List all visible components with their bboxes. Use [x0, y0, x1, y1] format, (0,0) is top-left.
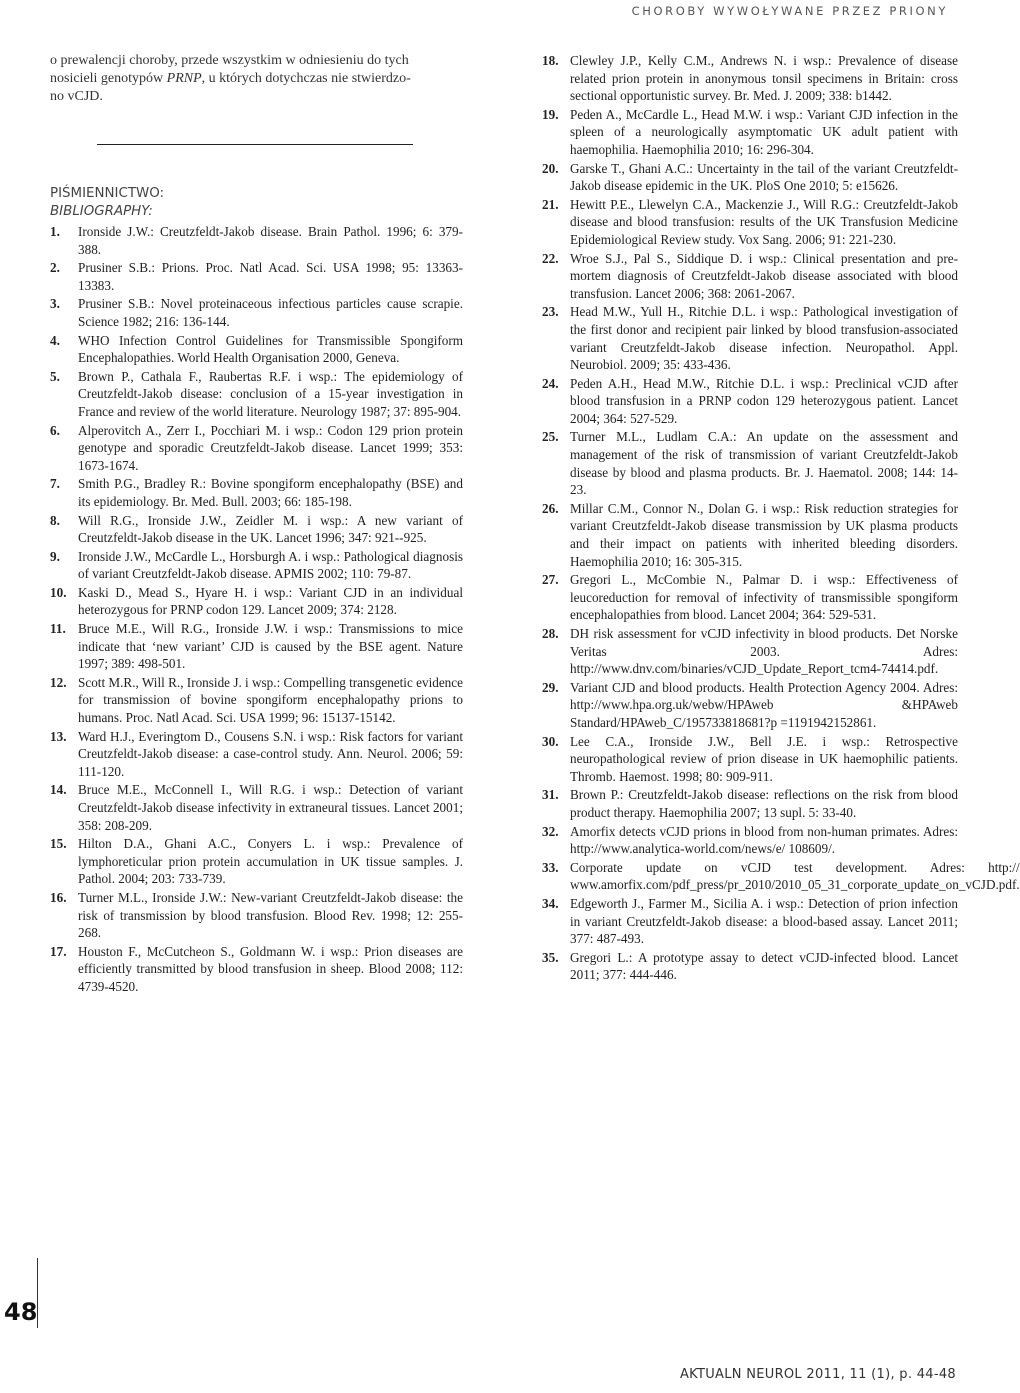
reference-item	[50, 620, 463, 673]
intro-line-2-pre: nosicieli genotypów	[50, 71, 167, 86]
reference-text: Amorfix detects vCJD prions in blood from non-human primates. Adres: http://www.analytica-world.com/news/e/ 108609/.	[570, 823, 958, 857]
reference-number: 31.	[542, 787, 559, 803]
reference-text: Alperovitch A., Zerr I., Pocchiari M. i wsp.: Codon 129 prion protein genotype and sporadic Creutzfeldt-Jakob disease. Lancet 1999; 353: 1673-1674.	[78, 422, 463, 473]
intro-line-2	[50, 70, 463, 88]
reference-text: Smith P.G., Bradley R.: Bovine spongiform encephalopathy (BSE) and its epidemiology. Br. Med. Bull. 2003; 66: 185-198.	[78, 476, 463, 509]
reference-item	[542, 303, 958, 373]
reference-number: 21.	[542, 196, 559, 212]
reference-text: Garske T., Ghani A.C.: Uncertainty in the tail of the variant Creutzfeldt-Jakob disease epidemic in the UK. PloS One 2010; 5: e15626.	[570, 160, 958, 194]
reference-text: Hewitt P.E., Llewelyn C.A., Mackenzie J., Will R.G.: Creutzfeldt-Jakob disease and blood transfusion: results of the UK Transfusion Medicine Epidemiological Review study. Vox Sang. 2006; 91: 221-230.	[570, 196, 958, 247]
reference-text: WHO Infection Control Guidelines for Transmissible Spongiform Encephalopathies. World Health Organisation 2000, Geneva.	[78, 332, 463, 366]
reference-number: 30.	[542, 733, 559, 749]
reference-text: Lee C.A., Ironside J.W., Bell J.E. i wsp.: Retrospective neuropathological review of prion disease in UK haemophilic patients. Thromb. Haemost. 1998; 80: 909-911.	[570, 733, 958, 784]
reference-text: Wroe S.J., Pal S., Siddique D. i wsp.: Clinical presentation and pre-mortem diagnosis of Creutzfeldt-Jakob disease associated with blood transfusion. Lancet 2006; 368: 2061-2067.	[570, 250, 958, 301]
reference-text: Millar C.M., Connor N., Dolan G. i wsp.: Risk reduction strategies for variant Creutzfeldt-Jakob disease transmission by UK plasma products and their impact on patients with inherited bleeding disorders. Haemophilia 2010; 16: 305-315.	[570, 500, 958, 569]
left-column	[50, 52, 463, 997]
reference-text: Gregori L.: A prototype assay to detect vCJD-infected blood. Lancet 2011; 377: 444-446.	[570, 949, 958, 983]
reference-text: Prusiner S.B.: Prions. Proc. Natl Acad. Sci. USA 1998; 95: 13363-13383.	[78, 260, 463, 293]
reference-text: Kaski D., Mead S., Hyare H. i wsp.: Variant CJD in an individual heterozygous for PRNP codon 129. Lancet 2009; 374: 2128.	[78, 584, 463, 618]
reference-number: 20.	[542, 160, 559, 176]
reference-number: 9.	[50, 548, 60, 564]
reference-text: DH risk assessment for vCJD infectivity in blood products. Det Norske Veritas 2003. Adres: http://www.dnv.com/binaries/vCJD_Update_Report_tcm4-74414.pdf.	[570, 626, 958, 677]
reference-text: Brown P.: Creutzfeldt-Jakob disease: reflections on the risk from blood product therapy. Haemophilia 2007; 13 supl. 5: 33-40.	[570, 787, 958, 820]
bibliography-heading-pl: PIŚMIENNICTWO:	[50, 186, 165, 201]
reference-item	[542, 786, 958, 821]
reference-item	[542, 679, 958, 732]
reference-number: 32.	[542, 823, 559, 839]
reference-list-left	[50, 223, 463, 996]
reference-text: Hilton D.A., Ghani A.C., Conyers L. i wsp.: Prevalence of lymphoreticular prion protein accumulation in UK tissue samples. J. Pathol. 2004; 203: 733-739.	[78, 836, 463, 887]
reference-item	[542, 52, 958, 105]
reference-text: Houston F., McCutcheon S., Goldmann W. i wsp.: Prion diseases are efficiently transmitted by blood transfusion in sheep. Blood 2008; 112: 4739-4520.	[78, 943, 463, 994]
reference-item	[50, 368, 463, 421]
reference-number: 6.	[50, 422, 60, 438]
reference-text: Bruce M.E., McConnell I., Will R.G. i wsp.: Detection of variant Creutzfeldt-Jakob disease infectivity in extraneural tissues. Lancet 2001; 358: 208-209.	[78, 782, 463, 833]
intro-line-3: no vCJD.	[50, 89, 103, 104]
reference-number: 11.	[50, 621, 66, 637]
reference-item	[50, 835, 463, 888]
right-column	[542, 52, 1020, 985]
reference-text: Edgeworth J., Farmer M., Sicilia A. i wsp.: Detection of prion infection in variant Creutzfeldt-Jakob disease: a blood-based assay. Lancet 2011; 377: 487-493.	[570, 895, 958, 947]
reference-text: Variant CJD and blood products. Health Protection Agency 2004. Adres: http://www.hpa.org.uk/webw/HPAweb &HPAweb Standard/HPAweb_C/195733818681?p =1191942152861.	[570, 679, 958, 730]
bibliography-heading-en: BIBLIOGRAPHY:	[50, 204, 153, 219]
reference-item	[50, 223, 463, 258]
reference-item	[50, 548, 463, 583]
reference-number: 23.	[542, 304, 559, 320]
reference-number: 12.	[50, 674, 67, 690]
reference-number: 2.	[50, 260, 60, 276]
reference-text: Turner M.L., Ludlam C.A.: An update on the assessment and management of the risk of transmission of variant Creutzfeldt-Jakob disease by blood and plasma products. Br. J. Haematol. 2008; 144: 14-23.	[570, 429, 958, 498]
reference-number: 14.	[50, 782, 67, 798]
reference-number: 27.	[542, 572, 559, 588]
reference-item	[50, 332, 463, 367]
reference-item	[50, 512, 463, 547]
reference-number: 34.	[542, 895, 559, 911]
reference-text: Ironside J.W.: Creutzfeldt-Jakob disease. Brain Pathol. 1996; 6: 379-388.	[78, 224, 463, 257]
reference-text: Corporate update on vCJD test development. Adres: http:// www.amorfix.com/pdf_press/pr_2010/2010_05_31_corporate_update_on_vCJD.pdf.	[570, 859, 1020, 893]
journal-citation: AKTUALN NEUROL 2011, 11 (1), p. 44-48	[679, 1367, 956, 1382]
reference-item	[542, 895, 958, 948]
reference-list-right	[542, 52, 1020, 984]
intro-line-1: o prewalencji choroby, przede wszystkim w odniesieniu do tych	[50, 53, 409, 68]
reference-number: 10.	[50, 584, 67, 600]
reference-text: Scott M.R., Will R., Ironside J. i wsp.: Compelling transgenetic evidence for transmission of bovine spongiform encephalopathy prions to humans. Proc. Natl Acad. Sci. USA 1999; 96: 15137-15142.	[78, 674, 463, 726]
reference-item	[50, 259, 463, 294]
reference-item	[542, 949, 958, 984]
reference-item	[542, 160, 958, 195]
reference-item	[542, 625, 958, 678]
reference-text: Brown P., Cathala F., Raubertas R.F. i wsp.: The epidemiology of Creutzfeldt-Jakob disease: conclusion of a 15-year investigation in France and review of the world literature. Neurology 1987; 37: 895-904.	[78, 368, 463, 419]
reference-text: Bruce M.E., Will R.G., Ironside J.W. i wsp.: Transmissions to mice indicate that ‘new variant’ CJD is caused by the BSE agent. Nature 1997; 389: 498-501.	[78, 621, 463, 672]
reference-text: Will R.G., Ironside J.W., Zeidler M. i wsp.: A new variant of Creutzfeldt-Jakob disease in the UK. Lancet 1996; 347: 921--925.	[78, 512, 463, 546]
running-header: CHOROBY WYWOŁYWANE PRZEZ PRIONY	[631, 4, 948, 18]
intro-gene-name: PRNP	[166, 71, 202, 86]
reference-number: 18.	[542, 53, 559, 68]
reference-number: 24.	[542, 375, 559, 391]
reference-text: Clewley J.P., Kelly C.M., Andrews N. i wsp.: Prevalence of disease related prion protein in anonymous tonsil specimens in Britain: cross sectional opportunistic survey. Br. Med. J. 2009; 338: b1442.	[570, 53, 958, 104]
reference-number: 15.	[50, 836, 67, 852]
reference-text: Ironside J.W., McCardle L., Horsburgh A. i wsp.: Pathological diagnosis of variant Creutzfeldt-Jakob disease. APMIS 2002; 110: 79-87.	[78, 548, 463, 582]
reference-item	[542, 859, 1020, 894]
reference-item	[50, 728, 463, 781]
reference-item	[542, 733, 958, 786]
reference-number: 8.	[50, 512, 60, 528]
reference-number: 22.	[542, 250, 559, 266]
reference-number: 7.	[50, 476, 60, 492]
reference-text: Prusiner S.B.: Novel proteinaceous infectious particles cause scrapie. Science 1982; 216: 136-144.	[78, 296, 463, 329]
reference-text: Peden A., McCardle L., Head M.W. i wsp.: Variant CJD infection in the spleen of a neurologically asymptomatic UK adult patient with haemophilia. Haemophilia 2010; 16: 296-304.	[570, 106, 958, 157]
reference-item	[50, 584, 463, 619]
reference-item	[50, 674, 463, 727]
intro-line-2-post: , u których dotychczas nie stwierdzo-	[201, 71, 411, 86]
reference-item	[542, 196, 958, 249]
reference-number: 1.	[50, 224, 60, 239]
reference-item	[50, 889, 463, 942]
reference-item	[50, 475, 463, 510]
reference-item	[50, 295, 463, 330]
reference-number: 29.	[542, 679, 559, 695]
reference-text: Head M.W., Yull H., Ritchie D.L. i wsp.: Pathological investigation of the first donor and recipient pair linked by blood transfusion-associated variant Creutzfeldt-Jakob disease infection. Neuropathol. Appl. Neurobiol. 2009; 35: 433-436.	[570, 304, 958, 373]
page-number: 48	[4, 1298, 38, 1326]
reference-text: Turner M.L., Ironside J.W.: New-variant Creutzfeldt-Jakob disease: the risk of transmission by blood transfusion. Blood Rev. 1998; 12: 255-268.	[78, 889, 463, 941]
reference-number: 26.	[542, 500, 559, 516]
reference-item	[542, 428, 958, 498]
reference-number: 35.	[542, 949, 559, 965]
reference-number: 33.	[542, 859, 559, 875]
reference-number: 28.	[542, 626, 559, 641]
reference-item	[542, 500, 958, 570]
reference-number: 4.	[50, 332, 60, 348]
reference-item	[542, 106, 958, 159]
reference-text: Gregori L., McCombie N., Palmar D. i wsp.: Effectiveness of leucoreduction for removal of infectivity of transmissible spongiform encephalopathies from blood. Lancet 2004; 364: 529-531.	[570, 572, 958, 623]
reference-text: Ward H.J., Everingtom D., Cousens S.N. i wsp.: Risk factors for variant Creutzfeldt-Jakob disease: a case-control study. Ann. Neurol. 2006; 59: 111-120.	[78, 728, 463, 779]
reference-number: 13.	[50, 728, 67, 744]
reference-item	[542, 375, 958, 428]
reference-item	[50, 943, 463, 996]
reference-text: Peden A.H., Head M.W., Ritchie D.L. i wsp.: Preclinical vCJD after blood transfusion in a PRNP codon 129 heterozygous patient. Lancet 2004; 364: 527-529.	[570, 375, 958, 426]
reference-item	[50, 781, 463, 834]
reference-number: 17.	[50, 943, 67, 959]
reference-item	[50, 422, 463, 475]
reference-item	[542, 823, 958, 858]
reference-number: 19.	[542, 106, 559, 122]
reference-number: 3.	[50, 296, 60, 312]
section-divider	[97, 144, 413, 145]
reference-item	[542, 250, 958, 303]
reference-number: 5.	[50, 368, 60, 384]
reference-number: 16.	[50, 889, 67, 905]
intro-paragraph	[50, 52, 463, 106]
reference-number: 25.	[542, 429, 559, 445]
reference-item	[542, 571, 958, 624]
